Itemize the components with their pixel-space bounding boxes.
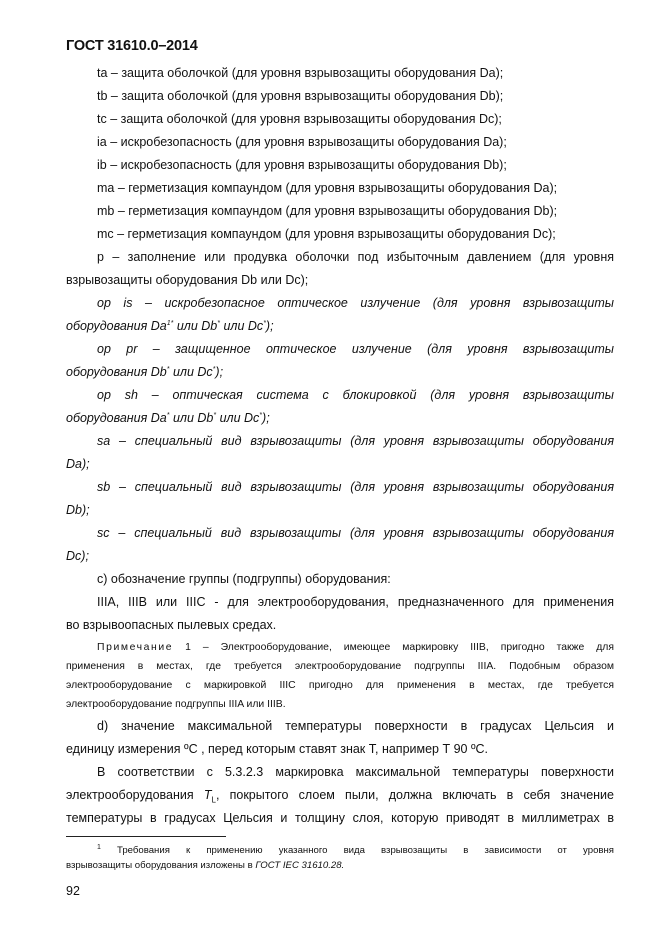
note-line3: электрооборудование с маркировкой IIIC пригодно для применения в местах, где требуется [66, 680, 614, 691]
list-item-sc-line1: sc – специальный вид взрывозащиты (для уровня взрывозащиты оборудования [97, 526, 614, 540]
list-item-p-line1: p – заполнение или продувка оболочки под избыточным давлением (для уровня [97, 250, 614, 264]
list-item-oppr-line1: op pr – защищенное оптическое излучение (для уровня взрывозащиты [97, 342, 614, 356]
list-item-ma: ma – герметизация компаундом (для уровня взрывозащиты оборудования Da); [97, 181, 558, 195]
note-line1: Примечание 1 – Электрооборудование, имеющее маркировку IIIB, пригодно также для [97, 642, 614, 653]
page-number: 92 [66, 884, 80, 898]
list-item-sa-line2: Da); [66, 457, 90, 471]
list-item-ib: ib – искробезопасность (для уровня взрывозащиты оборудования Db); [97, 158, 507, 172]
footnote-mark: * [259, 411, 263, 419]
paragraph-v-line2: электрооборудования $T_L$, покрытого слоем пыли, должна включать в себя значение [66, 788, 614, 805]
list-item-ia: ia – искробезопасность (для уровня взрывозащиты оборудования Da); [97, 135, 507, 149]
footnote-mark: * [166, 411, 170, 419]
list-item-mc: mc – герметизация компаундом (для уровня взрывозащиты оборудования Dc); [97, 227, 556, 241]
list-item-opsh-line2: оборудования Da* или Db* или Dc*); [66, 411, 270, 425]
note-line2: применения в местах, где требуется электрооборудование подгруппы IIIA. Подобным образом [66, 661, 614, 672]
list-item-sa-line1: sa – специальный вид взрывозащиты (для уровня взрывозащиты оборудования [97, 434, 614, 448]
list-item-sb-line1: sb – специальный вид взрывозащиты (для уровня взрывозащиты оборудования [97, 480, 614, 494]
note-label: Примечание [97, 642, 174, 653]
list-item-d-line1: d) значение максимальной температуры поверхности в градусах Цельсия и [97, 719, 614, 733]
footnote-mark: * [212, 365, 216, 373]
paragraph-iii-line1: IIIA, IIIB или IIIC - для электрооборудования, предназначенного для применения [97, 595, 614, 609]
list-item-tc: tc – защита оболочкой (для уровня взрывозащиты оборудования Dc); [97, 112, 502, 126]
list-item-mb: mb – герметизация компаундом (для уровня взрывозащиты оборудования Db); [97, 204, 558, 218]
list-item-opis-line1: op is – искробезопасное оптическое излучение (для уровня взрывозащиты [97, 296, 614, 310]
document-header: ГОСТ 31610.0–2014 [66, 38, 198, 54]
footnote-mark: * [166, 365, 170, 373]
list-item-d-line2: единицу измерения ºС , перед которым ставят знак Т, например Т 90 ºС. [66, 742, 489, 756]
footnote-mark: * [263, 319, 266, 327]
footnote-mark: 1* [166, 319, 174, 327]
list-item-p-line2: взрывозащиты оборудования Db или Dc); [66, 273, 309, 287]
list-item-tb: tb – защита оболочкой (для уровня взрывозащиты оборудования Db); [97, 89, 504, 103]
footnote-mark: * [213, 411, 217, 419]
footnote-line1: $^1$ Требования к применению указанного вида взрывозащиты в зависимости от уровня [97, 843, 614, 856]
list-item-ta: ta – защита оболочкой (для уровня взрывозащиты оборудования Da); [97, 66, 504, 80]
list-item-c: с) обозначение группы (подгруппы) оборудования: [97, 572, 391, 586]
footnote-reference: ГОСТ IEC 31610.28. [255, 860, 345, 871]
list-item-sb-line2: Db); [66, 503, 90, 517]
list-item-opsh-line1: op sh – оптическая система с блокировкой (для уровня взрывозащиты [97, 388, 614, 402]
footnote-divider [66, 836, 226, 837]
list-item-sc-line2: Dc); [66, 549, 89, 563]
list-item-opis-line2: оборудования $Da^{1*}$ или Db* или Dc*); [66, 319, 274, 333]
paragraph-iii-line2: во взрывоопасных пылевых средах. [66, 618, 277, 632]
paragraph-v-line3: температуры в градусах Цельсия и толщину слоя, которую приводят в миллиметрах в [66, 811, 614, 825]
paragraph-v-line1: В соответствии с 5.3.2.3 маркировка максимальной температуры поверхности [97, 765, 614, 779]
note-line4: электрооборудование подгруппы IIIA или IIIB. [66, 699, 286, 710]
footnote-mark: * [217, 319, 220, 327]
list-item-oppr-line2: оборудования Db* или Dc*); [66, 365, 224, 379]
footnote-line2: взрывозащиты оборудования изложены в ГОСТ IEC 31610.28. [66, 860, 345, 871]
footnote-number: 1 [97, 843, 101, 851]
